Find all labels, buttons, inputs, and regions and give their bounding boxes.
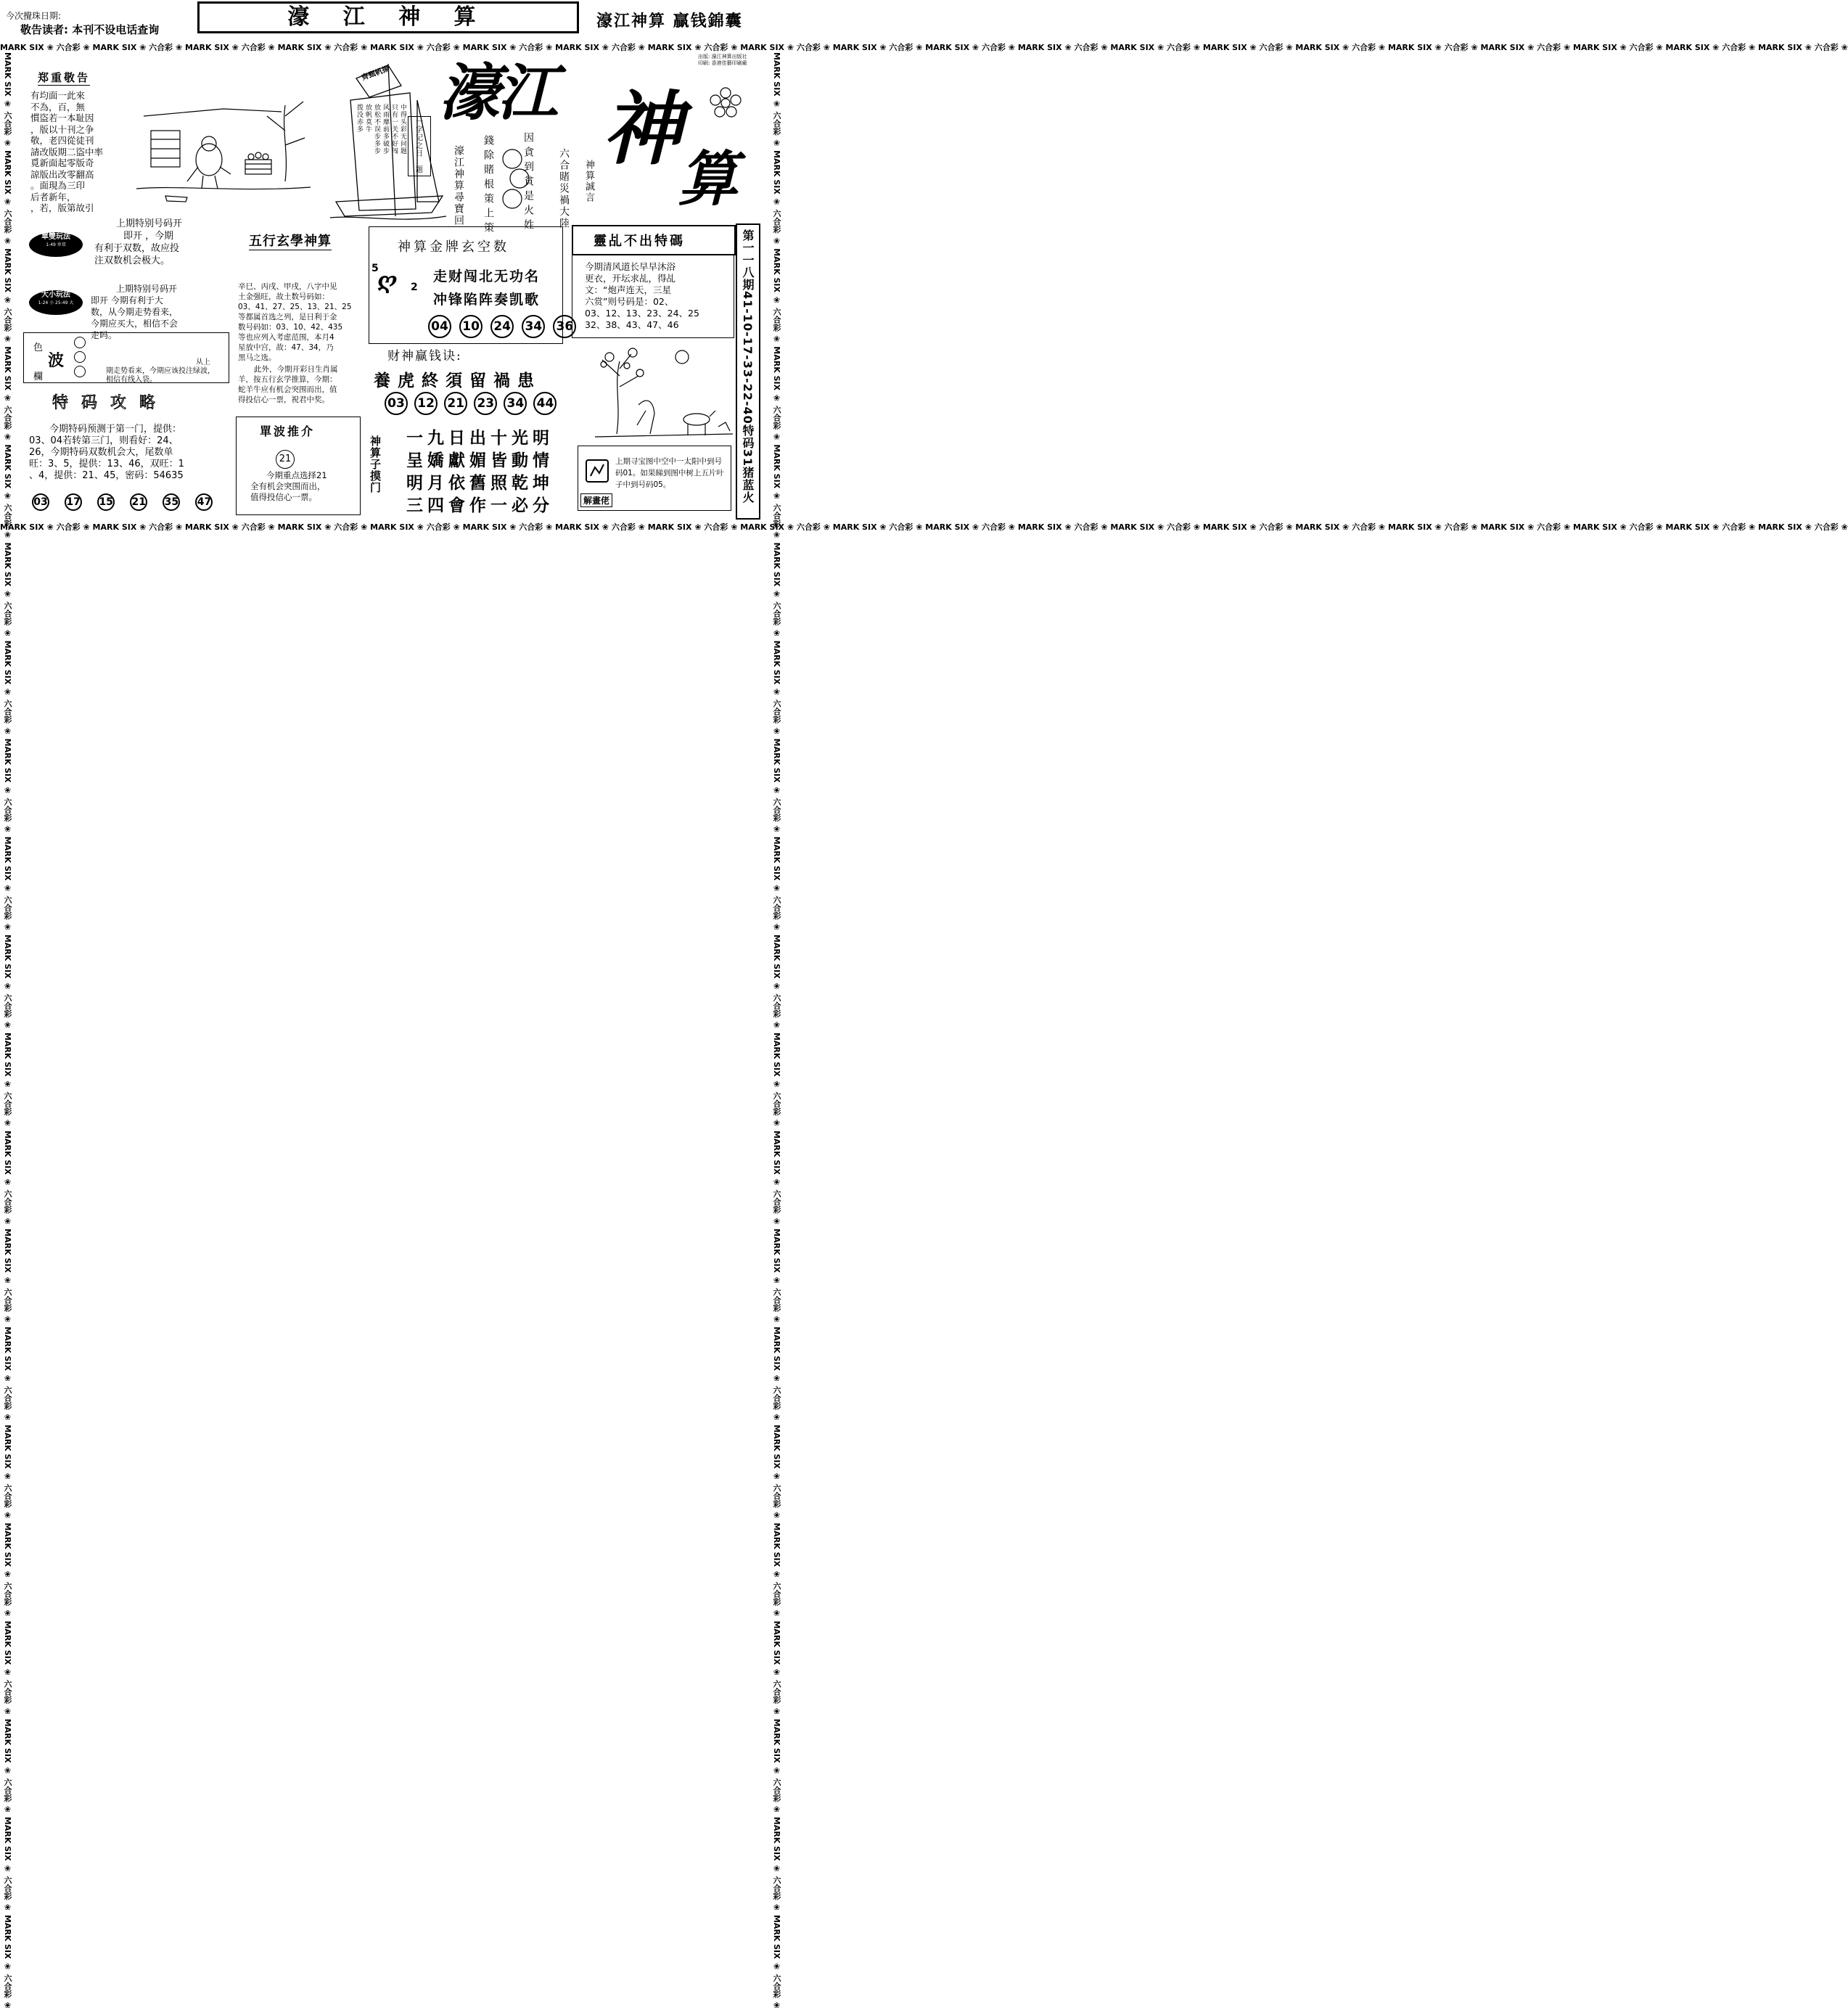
banner-title: 濠 江 神 算	[287, 4, 489, 30]
odd-even-badge	[29, 232, 83, 257]
text-line: 得投信心一票，祝君中奖。	[238, 395, 329, 404]
five-elements-title: 五行玄學神算	[249, 231, 332, 250]
text-line: 03、12、13、23、24、25	[585, 308, 699, 319]
notice-line: ，版以十刊之争	[30, 123, 94, 135]
number-ball: 36	[553, 315, 576, 338]
number-ball: 03	[385, 392, 408, 415]
monkey-illustration	[136, 87, 311, 210]
poem-col-3: 因貪到貧是火姓	[522, 132, 534, 234]
text-line: 即开 今期有利于大	[91, 295, 163, 305]
strategy-text	[29, 424, 239, 482]
tree-landscape	[595, 347, 733, 441]
notice-line: 請改版期二盜中率	[30, 146, 104, 157]
strategy-balls	[32, 493, 217, 511]
text-line: 数，从今期走势看来，	[91, 307, 178, 317]
memo-char: 字	[416, 126, 423, 134]
masthead-haojiang: 濠江	[439, 57, 556, 128]
text-line: 星放中宫，故：47、34，乃	[238, 343, 334, 352]
memo-char: 记	[416, 134, 423, 142]
flower-icon	[705, 87, 746, 123]
text-line: 03、04若转第三门，则看好：24、	[29, 435, 178, 446]
verse-line: 三四會作一必分	[406, 496, 554, 515]
notice-line: 。面現為三印	[30, 180, 86, 191]
sail-verse-col: 中得头彩无问题	[399, 104, 406, 155]
text-line: 今期特码预测于第一门，提供：	[49, 424, 182, 435]
memo-char: 日	[416, 150, 423, 158]
text-line: 值得投信心一票。	[250, 492, 317, 502]
text-line: 今期应买大，相信不会	[91, 319, 178, 329]
five-elements-para2	[238, 364, 361, 405]
badge-label: 單雙玩法	[41, 233, 70, 241]
number-ball: 47	[195, 493, 213, 511]
text-line: 注双数机会极大。	[94, 255, 171, 266]
text-line: 有利于双数，故应投	[94, 243, 180, 254]
red-wave-circle	[74, 337, 86, 348]
gold-line-1: 走财闯北无功名	[433, 268, 541, 284]
notice-title: 郑重敬告	[38, 71, 91, 84]
verse-line: 明月依舊照乾坤	[406, 473, 554, 493]
publisher-info	[698, 54, 747, 67]
text-line: 蛇羊牛应有机会突围而出，值	[238, 385, 337, 394]
wealth-line: 養虎終須留禍患	[374, 371, 541, 390]
publisher-line: 出版: 濠江神算出版社	[698, 54, 747, 60]
number-ball: 10	[459, 315, 482, 338]
number-ball: 24	[490, 315, 514, 338]
text-line: 03、41、27、25、13、21、25	[238, 303, 352, 311]
notice-line: 后者新年，	[30, 191, 76, 202]
poem-col-4: 六合賭災禍大陸	[558, 148, 570, 229]
odd-even-text	[94, 218, 239, 267]
green-wave-circle	[74, 366, 86, 377]
text-line: 今期重点选择21	[266, 470, 327, 480]
spirit-title: 靈乩不出特碼	[594, 234, 685, 249]
wave-note-3: 相信有线入袋。	[106, 376, 157, 384]
sail-verse-col: 风雨靡前多破步	[382, 104, 389, 155]
printer-line: 印刷: 香港佳藝印刷廠	[698, 60, 747, 66]
notice-line: 慣盜若一本耻因	[30, 112, 94, 123]
sail-verse	[356, 104, 406, 155]
text-line: 即开 ，今期	[123, 231, 174, 242]
text-line: 更衣，开坛求乩，得乩	[585, 273, 676, 284]
notice-line: ，若，版第故引	[30, 202, 94, 213]
gold-balls	[428, 315, 580, 338]
verse-line: 一九日出十光明	[406, 428, 554, 448]
text-line: 辛巳、丙戌、甲戌，八字中见	[238, 282, 337, 291]
wealth-balls	[385, 392, 557, 415]
left-border-strip: MARK SIX ❀ 六合彩 ❀ MARK SIX ❀ 六合彩 ❀ MARK SIX ❀ 六合彩 ❀ MARK SIX ❀ 六合彩 ❀ MARK SIX ❀ 六合彩 ❀ MARK SIX ❀ 六合彩 ❀ MARK SIX ❀ 六合彩 ❀ MARK SIX ❀ 六合彩 ❀ MARK SIX ❀ 六合彩 ❀ MARK SIX ❀ 六合彩 ❀ MARK SIX ❀ 六合彩 ❀ MARK SIX ❀ 六合彩 ❀ MARK SIX ❀ 六合彩 ❀ MARK SIX ❀ 六合彩 ❀ MARK SIX ❀ 六合彩 ❀ MARK SIX ❀ 六合彩 ❀ MARK SIX ❀ 六合彩 ❀ MARK SIX ❀ 六合彩 ❀ MARK SIX ❀ 六合彩 ❀ MARK SIX ❀ 六合彩 ❀	[3, 52, 12, 2010]
banner-title-box	[197, 1, 579, 33]
text-line: 等也应列入考虑范围，本月4	[238, 333, 334, 342]
gold-num-5: 5	[371, 263, 379, 274]
issue-text: 第一一八期41-10-17-33-22-40特码31猪蓝火	[741, 229, 755, 504]
memo-char: 之	[416, 142, 423, 150]
text-line: 土金强旺，故土数号码如：	[238, 292, 329, 301]
sail-memo	[408, 116, 431, 176]
notice-line: 敬，老四從徒刊	[30, 135, 94, 146]
number-ball: 15	[97, 493, 115, 511]
memo-char: 题	[416, 166, 423, 174]
single-wave-ball: 21	[276, 450, 295, 469]
wave-label-se: 色	[33, 342, 44, 353]
text-line: 今期清风道长早早沐浴	[585, 261, 676, 272]
bottom-border-strip: MARK SIX ❀ 六合彩 ❀ MARK SIX ❀ 六合彩 ❀ MARK SIX ❀ 六合彩 ❀ MARK SIX ❀ 六合彩 ❀ MARK SIX ❀ 六合彩 ❀ MARK SIX ❀ 六合彩 ❀ MARK SIX ❀ 六合彩 ❀ MARK SIX ❀ 六合彩 ❀ MARK SIX ❀ 六合彩 ❀ MARK SIX ❀ 六合彩 ❀ MARK SIX ❀ 六合彩 ❀ MARK SIX ❀ 六合彩 ❀ MARK SIX ❀ 六合彩 ❀ MARK SIX ❀ 六合彩 ❀ MARK SIX ❀ 六合彩 ❀ MARK SIX ❀ 六合彩 ❀ MARK SIX ❀ 六合彩 ❀ MARK SIX ❀ 六合彩 ❀ MARK SIX ❀ 六合彩 ❀ MARK SIX ❀ 六合彩 ❀	[0, 522, 1848, 532]
strategy-title: 特码攻略	[52, 394, 169, 412]
number-ball: 35	[163, 493, 180, 511]
spirit-text	[585, 261, 699, 331]
blue-wave-circle	[74, 351, 86, 363]
notice-body	[30, 90, 110, 214]
poem-col-1: 濠江神算尋寶回	[453, 145, 464, 226]
text-line: 全有机会突围而出，	[250, 481, 326, 491]
gold-medal-title: 神算金牌玄空数	[398, 239, 509, 255]
pen-verse	[406, 427, 554, 517]
puzzle-icon	[585, 459, 609, 485]
sail-verse-col: 放帆莫牛	[364, 104, 371, 133]
text-line: 子中到号码05。	[615, 480, 671, 489]
top-border-strip: MARK SIX ❀ 六合彩 ❀ MARK SIX ❀ 六合彩 ❀ MARK SIX ❀ 六合彩 ❀ MARK SIX ❀ 六合彩 ❀ MARK SIX ❀ 六合彩 ❀ MARK SIX ❀ 六合彩 ❀ MARK SIX ❀ 六合彩 ❀ MARK SIX ❀ 六合彩 ❀ MARK SIX ❀ 六合彩 ❀ MARK SIX ❀ 六合彩 ❀ MARK SIX ❀ 六合彩 ❀ MARK SIX ❀ 六合彩 ❀ MARK SIX ❀ 六合彩 ❀ MARK SIX ❀ 六合彩 ❀ MARK SIX ❀ 六合彩 ❀ MARK SIX ❀ 六合彩 ❀ MARK SIX ❀ 六合彩 ❀ MARK SIX ❀ 六合彩 ❀ MARK SIX ❀ 六合彩 ❀ MARK SIX ❀ 六合彩 ❀	[0, 43, 1848, 52]
five-elements-para1	[238, 282, 361, 363]
notice-line: 有均面一此來	[30, 90, 86, 101]
number-ball: 34	[504, 392, 527, 415]
badge-label: 大小玩法	[41, 291, 70, 299]
memo-char: ：	[416, 158, 423, 166]
text-line: 此外，今期开彩日生肖属	[254, 365, 338, 374]
verse-line: 呈嬌獻媚皆動情	[406, 451, 554, 470]
gold-line-2: 冲锋陷阵奏凯歌	[433, 292, 541, 308]
text-line: 26，今期特码双数机会大，尾数单	[29, 447, 173, 458]
notice-line: 覓新面起零版奇	[30, 157, 94, 168]
number-ball: 21	[444, 392, 467, 415]
poem-circles	[498, 148, 534, 210]
number-ball: 23	[474, 392, 497, 415]
number-ball: 17	[65, 493, 82, 511]
number-ball: 34	[522, 315, 545, 338]
masthead-suan: 算	[678, 144, 738, 214]
text-line: 走吗。	[91, 330, 118, 340]
badge-sub: 1-49 单双	[46, 242, 66, 247]
number-ball: 21	[130, 493, 147, 511]
reader-notice: 敬告读者: 本刊不设电话查询	[20, 23, 160, 36]
text-line: 等都属首选之列，是日利于金	[238, 313, 337, 321]
text-line: 旺：3、5，提供：13、46，双旺：1	[29, 459, 184, 469]
puzzle-label: 解畫佬	[580, 493, 612, 507]
sail-flag-text: 齊甄帆揚	[361, 65, 391, 83]
masthead-shen: 神	[602, 82, 682, 176]
number-ball: 44	[533, 392, 557, 415]
big-small-badge	[29, 290, 83, 315]
text-line: 上期特别号码开	[116, 218, 183, 229]
number-ball: 12	[414, 392, 438, 415]
notice-line: 不為，百，無	[30, 101, 86, 112]
text-line: 文：“炮声连天，三星	[585, 284, 671, 295]
wave-label-lan: 欄	[33, 372, 44, 382]
single-wave-text	[250, 470, 327, 503]
text-line: 码01。如果睇到图中树上五片叶	[615, 469, 724, 477]
puzzle-text	[615, 456, 724, 491]
right-border-strip: MARK SIX ❀ 六合彩 ❀ MARK SIX ❀ 六合彩 ❀ MARK SIX ❀ 六合彩 ❀ MARK SIX ❀ 六合彩 ❀ MARK SIX ❀ 六合彩 ❀ MARK SIX ❀ 六合彩 ❀ MARK SIX ❀ 六合彩 ❀ MARK SIX ❀ 六合彩 ❀ MARK SIX ❀ 六合彩 ❀ MARK SIX ❀ 六合彩 ❀ MARK SIX ❀ 六合彩 ❀ MARK SIX ❀ 六合彩 ❀ MARK SIX ❀ 六合彩 ❀ MARK SIX ❀ 六合彩 ❀ MARK SIX ❀ 六合彩 ❀ MARK SIX ❀ 六合彩 ❀ MARK SIX ❀ 六合彩 ❀ MARK SIX ❀ 六合彩 ❀ MARK SIX ❀ 六合彩 ❀ MARK SIX ❀ 六合彩 ❀	[772, 52, 781, 2010]
gold-swirl-icon: ღ	[377, 268, 398, 294]
sail-verse-col: 放松不误步多步	[373, 104, 380, 155]
text-line: 、4，提供：21、45，密码：54635	[29, 470, 184, 481]
text-line: 上期寻宝图中空中一太阳中到号	[615, 457, 722, 466]
memo-char: 一	[416, 118, 423, 126]
notice-line: 諒版出改零翻高	[30, 168, 94, 180]
text-line: 数号码如：03、10、42、435	[238, 323, 343, 332]
wave-circles	[74, 337, 86, 377]
text-line: 上期特别号码开	[116, 284, 178, 294]
wave-note-1: 从上	[196, 358, 210, 366]
pen-label: 神算子摸门	[369, 435, 382, 493]
sail-verse-col: 只有一关不好闯	[390, 104, 398, 155]
wealth-title: 财神赢钱诀:	[387, 349, 462, 364]
sail-verse-col: 拨没赤多	[356, 104, 363, 133]
text-line: 六赏”则号码是：02、	[585, 296, 674, 307]
badge-sub: 1-24 小 25-49 大	[38, 300, 74, 305]
number-ball: 04	[428, 315, 451, 338]
poem-col-2: 錢除賭根策上策	[482, 135, 494, 237]
text-line: 黑马之选。	[238, 353, 276, 362]
header-slogan: 濠江神算 贏钱錦囊	[596, 12, 743, 30]
text-line: 32、38、43、47、46	[585, 319, 679, 330]
number-ball: 03	[32, 493, 49, 511]
gold-num-2: 2	[411, 282, 418, 293]
text-line: 羊，按五行玄学推算，今期：	[238, 375, 337, 384]
poem-col-5: 神算誠言	[583, 160, 594, 203]
wave-note-2: 期走势看来，今期应该投注绿波，	[106, 367, 215, 375]
wave-label-bo: 波	[48, 351, 65, 370]
single-wave-title: 單波推介	[260, 424, 316, 438]
draw-date-label: 今次攪珠日期:	[6, 11, 62, 21]
